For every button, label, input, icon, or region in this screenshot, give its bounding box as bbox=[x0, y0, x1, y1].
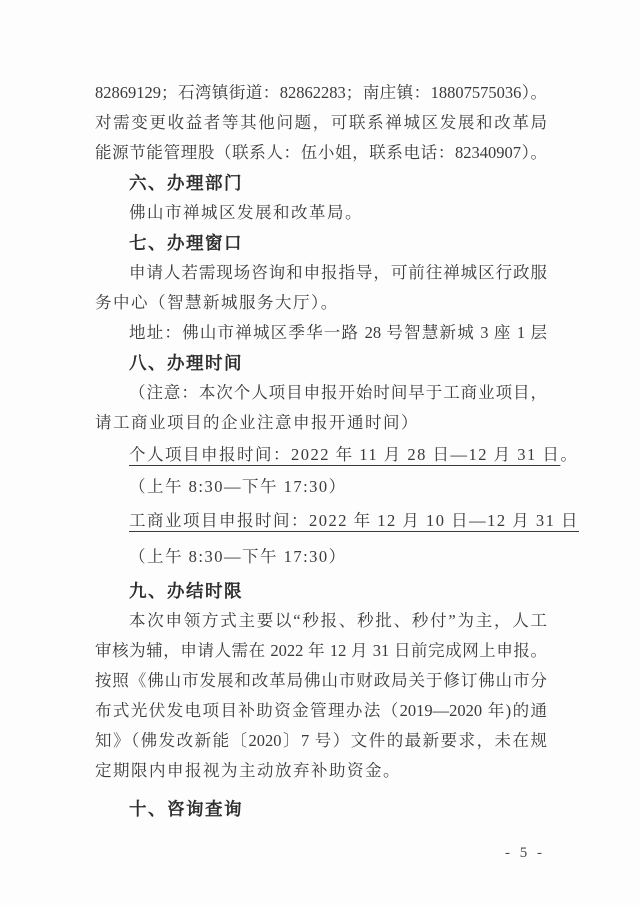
underlined-text: 个人项目申报时间：2022 年 11 月 28 日—12 月 31 日 bbox=[129, 445, 561, 464]
text-line: 对需变更收益者等其他问题，可联系禅城区发展和改革局 bbox=[95, 113, 547, 132]
text-line: （上午 8:30—下午 17:30） bbox=[129, 477, 347, 496]
text-line: （上午 8:30—下午 17:30） bbox=[129, 547, 347, 566]
page-number: - 5 - bbox=[505, 845, 545, 861]
text-line: 布式光伏发电项目补助资金管理办法（2019—2020 年)的通 bbox=[95, 701, 547, 720]
text-line: 按照《佛山市发展和改革局佛山市财政局关于修订佛山市分 bbox=[95, 671, 547, 690]
text-tail: 。 bbox=[560, 445, 579, 464]
text-line bbox=[95, 506, 579, 536]
text-line: 审核为辅，申请人需在 2022 年 12 月 31 日前完成网上申报。 bbox=[95, 641, 547, 660]
section-heading: 九、办结时限 bbox=[129, 581, 243, 601]
text-line: 82869129；石湾镇街道：82862283；南庄镇：18807575036）。 bbox=[95, 83, 547, 102]
section-heading: 六、办理部门 bbox=[129, 173, 243, 193]
underlined-text: 工商业项目申报时间：2022 年 12 月 10 日—12 月 31 日 bbox=[129, 511, 579, 530]
text-line: 佛山市禅城区发展和改革局。 bbox=[129, 203, 363, 222]
text-line: 请工商业项目的企业注意申报开通时间） bbox=[95, 413, 419, 432]
text-line: 地址：佛山市禅城区季华一路 28 号智慧新城 3 座 1 层 bbox=[129, 323, 547, 342]
text-line: 本次申领方式主要以“秒报、秒批、秒付”为主，人工 bbox=[129, 611, 547, 630]
text-line: 务中心（智慧新城服务大厅）。 bbox=[95, 293, 339, 312]
text-line: 能源节能管理股（联系人：伍小姐，联系电话：82340907）。 bbox=[95, 143, 547, 162]
section-heading: 八、办理时间 bbox=[129, 353, 243, 373]
text-line: （注意：本次个人项目申报开始时间早于工商业项目， bbox=[129, 383, 547, 402]
text-line: 知》（佛发改新能〔2020〕7 号）文件的最新要求，未在规 bbox=[95, 731, 547, 750]
text-line: 定期限内申报视为主动放弃补助资金。 bbox=[95, 761, 401, 780]
text-line: 申请人若需现场咨询和申报指导，可前往禅城区行政服 bbox=[129, 263, 547, 282]
document-content bbox=[95, 78, 579, 824]
section-heading: 七、办理窗口 bbox=[129, 233, 243, 253]
text-line bbox=[95, 440, 579, 470]
section-heading: 十、咨询查询 bbox=[129, 799, 243, 819]
